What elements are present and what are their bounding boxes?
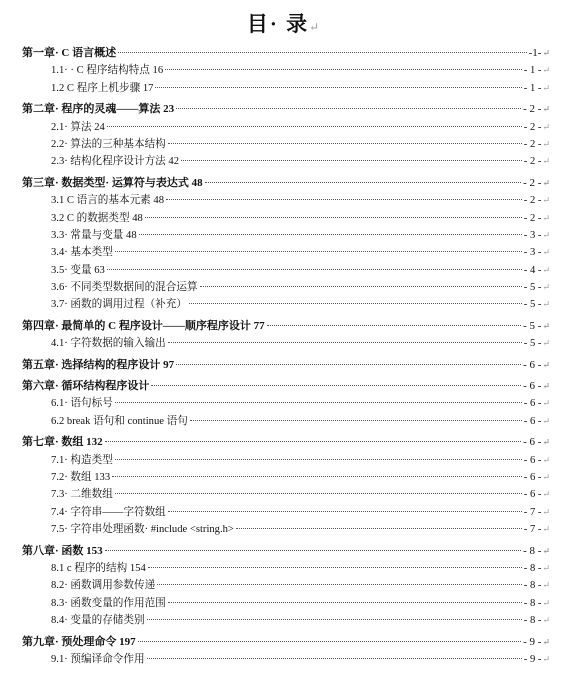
toc-entry-text: 3.4· 基本类型: [51, 247, 113, 259]
toc-section-entry[interactable]: [22, 192, 550, 209]
paragraph-mark-icon: ↵: [542, 381, 550, 392]
toc-section-entry[interactable]: [22, 504, 550, 521]
toc-page-number: - 6 -: [523, 398, 542, 410]
toc-entry-text: 1.2 C 程序上机步骤 17: [51, 82, 154, 94]
paragraph-mark-icon: ↵: [542, 653, 550, 664]
paragraph-mark-icon: ↵: [542, 524, 550, 535]
toc-entry-text: 7.5· 字符串处理函数· #include <string.h>: [51, 524, 234, 536]
toc-page-number: - 5 -: [523, 282, 542, 294]
dot-leader: [168, 602, 522, 603]
paragraph-mark-icon: ↵: [542, 229, 550, 240]
toc-page-number: - 2 -: [523, 121, 542, 133]
toc-chapter-entry[interactable]: [22, 45, 550, 62]
dot-leader: [176, 364, 521, 365]
toc-chapter-entry[interactable]: [22, 318, 550, 335]
toc-entry-text: 2.1· 算法 24: [51, 121, 105, 133]
dot-leader: [148, 567, 522, 568]
paragraph-mark-icon: ↵: [542, 212, 550, 223]
paragraph-mark-icon: ↵: [542, 489, 550, 500]
toc-entry-text: 9.1· 预编译命令作用: [51, 653, 145, 665]
toc-page-number: - 6 -: [523, 415, 542, 427]
toc-section-entry[interactable]: [22, 136, 550, 153]
toc-page-number: - 1 -: [523, 65, 542, 77]
dot-leader: [236, 528, 522, 529]
dot-leader: [157, 584, 522, 585]
toc-entry-text: 7.3· 二维数组: [51, 489, 113, 501]
paragraph-mark-icon: ↵: [542, 545, 550, 556]
toc-entry-text: 第四章· 最简单的 C 程序设计——顺序程序设计 77: [22, 319, 265, 332]
toc-entry-text: 2.3· 结构化程序设计方法 42: [51, 156, 180, 168]
toc-entry-text: 1.1· · C 程序结构特点 16: [51, 65, 164, 77]
paragraph-mark-icon: ↵: [542, 636, 550, 647]
dot-leader: [267, 325, 522, 326]
toc-entry-text: 第六章· 循环结构程序设计: [22, 380, 150, 393]
toc-entry-text: 7.1· 构造类型: [51, 454, 113, 466]
toc-page-number: - 5 -: [523, 299, 542, 311]
toc-chapter-entry[interactable]: [22, 634, 550, 651]
dot-leader: [151, 385, 521, 386]
paragraph-mark-icon: ↵: [542, 398, 550, 409]
paragraph-mark-icon: ↵: [542, 506, 550, 517]
toc-entry-text: 第九章· 预处理命令 197: [22, 635, 136, 648]
dot-leader: [168, 511, 522, 512]
toc-page-number: - 8 -: [523, 615, 542, 627]
dot-leader: [138, 641, 521, 642]
toc-page-number: - 6 -: [523, 454, 542, 466]
toc-section-entry[interactable]: [22, 612, 550, 629]
paragraph-mark-icon: ↵: [542, 156, 550, 167]
toc-page-number: - 2 -: [523, 156, 542, 168]
toc-page-number: - 5 -: [523, 338, 542, 350]
toc-entry-text: 6.2 break 语句和 continue 语句: [51, 415, 188, 427]
paragraph-mark-icon: ↵: [542, 415, 550, 426]
dot-leader: [139, 234, 522, 235]
toc-section-entry[interactable]: [22, 262, 550, 279]
dot-leader: [107, 269, 522, 270]
paragraph-mark-icon: ↵: [542, 471, 550, 482]
dot-leader: [155, 87, 521, 88]
paragraph-mark-icon: ↵: [542, 104, 550, 115]
toc-chapter-entry[interactable]: [22, 434, 550, 451]
toc-page-number: - 8 -: [523, 597, 542, 609]
toc-section-entry[interactable]: [22, 80, 550, 97]
paragraph-mark-icon: ↵: [542, 562, 550, 573]
toc-entry-text: 3.2 C 的数据类型 48: [51, 212, 143, 224]
toc-page-number: - 8 -: [523, 544, 542, 557]
toc-section-entry[interactable]: [22, 521, 550, 538]
dot-leader: [181, 160, 522, 161]
paragraph-mark-icon: ↵: [309, 20, 322, 34]
toc-page-number: -1-: [528, 47, 542, 59]
paragraph-mark-icon: ↵: [542, 597, 550, 608]
table-of-contents: [22, 45, 550, 668]
toc-entry-text: 4.1· 字符数据的输入输出: [51, 338, 166, 350]
paragraph-mark-icon: ↵: [542, 615, 550, 626]
toc-page-number: - 6 -: [523, 471, 542, 483]
paragraph-mark-icon: ↵: [542, 580, 550, 591]
paragraph-mark-icon: ↵: [542, 282, 550, 293]
toc-page-number: - 6 -: [523, 436, 542, 449]
toc-section-entry[interactable]: [22, 469, 550, 486]
dot-leader: [147, 619, 522, 620]
toc-chapter-entry[interactable]: [22, 357, 550, 374]
dot-leader: [107, 126, 522, 127]
toc-page-number: - 2 -: [523, 212, 542, 224]
toc-entry-text: 3.3· 常量与变量 48: [51, 229, 137, 241]
paragraph-mark-icon: ↵: [542, 82, 550, 93]
toc-page-number: - 1 -: [523, 82, 542, 94]
toc-chapter-entry[interactable]: [22, 543, 550, 560]
toc-section-entry[interactable]: [22, 595, 550, 612]
toc-entry-text: 8.2· 函数调用参数传递: [51, 580, 156, 592]
toc-section-entry[interactable]: [22, 395, 550, 412]
toc-chapter-entry[interactable]: [22, 378, 550, 395]
toc-page-number: - 2 -: [523, 195, 542, 207]
toc-entry-text: 8.4· 变量的存储类别: [51, 615, 145, 627]
dot-leader: [189, 303, 522, 304]
dot-leader: [105, 550, 521, 551]
toc-entry-text: 第七章· 数组 132: [22, 436, 103, 449]
toc-section-entry[interactable]: [22, 452, 550, 469]
toc-section-entry[interactable]: [22, 296, 550, 313]
toc-page-number: - 6 -: [523, 380, 542, 393]
toc-page-number: - 5 -: [523, 319, 542, 332]
dot-leader: [176, 108, 521, 109]
toc-entry-text: 第一章· C 语言概述: [22, 47, 117, 59]
dot-leader: [145, 217, 522, 218]
paragraph-mark-icon: ↵: [542, 195, 550, 206]
paragraph-mark-icon: ↵: [542, 65, 550, 76]
toc-page-number: - 3 -: [523, 247, 542, 259]
dot-leader: [147, 658, 522, 659]
toc-entry-text: 第三章· 数据类型· 运算符与表达式 48: [22, 176, 203, 189]
paragraph-mark-icon: ↵: [542, 177, 550, 188]
paragraph-mark-icon: ↵: [542, 299, 550, 310]
toc-entry-text: 8.3· 函数变量的作用范围: [51, 597, 166, 609]
toc-page-number: - 2 -: [523, 103, 542, 116]
paragraph-mark-icon: ↵: [542, 338, 550, 349]
toc-page-number: - 4 -: [523, 264, 542, 276]
toc-entry-text: 3.1 C 语言的基本元素 48: [51, 195, 165, 207]
toc-chapter-entry[interactable]: [22, 175, 550, 192]
paragraph-mark-icon: ↵: [542, 121, 550, 132]
dot-leader: [190, 420, 522, 421]
dot-leader: [168, 342, 522, 343]
toc-entry-text: 第二章· 程序的灵魂——算法 23: [22, 103, 175, 116]
dot-leader: [115, 251, 522, 252]
toc-page-number: - 9 -: [523, 653, 542, 665]
toc-section-entry[interactable]: [22, 279, 550, 296]
dot-leader: [168, 143, 522, 144]
toc-entry-text: 3.6· 不同类型数据间的混合运算: [51, 282, 198, 294]
toc-page-number: - 6 -: [523, 358, 542, 371]
toc-entry-text: 2.2· 算法的三种基本结构: [51, 138, 166, 150]
dot-leader: [118, 52, 527, 53]
dot-leader: [115, 493, 522, 494]
toc-entry-text: 3.7· 函数的调用过程（补充）: [51, 299, 187, 311]
toc-page-number: - 6 -: [523, 489, 542, 501]
toc-section-entry[interactable]: [22, 335, 550, 352]
dot-leader: [115, 459, 522, 460]
toc-page-number: - 3 -: [523, 229, 542, 241]
toc-entry-text: 7.2· 数组 133: [51, 471, 111, 483]
toc-page-number: - 8 -: [523, 580, 542, 592]
toc-section-entry[interactable]: [22, 486, 550, 503]
paragraph-mark-icon: ↵: [542, 437, 550, 448]
paragraph-mark-icon: ↵: [542, 48, 550, 58]
toc-entry-text: 3.5· 变量 63: [51, 264, 105, 276]
paragraph-mark-icon: ↵: [542, 320, 550, 331]
toc-section-entry[interactable]: [22, 119, 550, 136]
toc-title: [0, 8, 568, 38]
dot-leader: [166, 199, 522, 200]
toc-page-number: - 7 -: [523, 506, 542, 518]
toc-entry-text: 第五章· 选择结构的程序设计 97: [22, 358, 175, 371]
toc-page-number: - 7 -: [523, 524, 542, 536]
toc-chapter-entry[interactable]: [22, 101, 550, 118]
toc-entry-text: 6.1· 语句标号: [51, 398, 113, 410]
toc-page-number: - 9 -: [523, 635, 542, 648]
toc-section-entry[interactable]: [22, 227, 550, 244]
paragraph-mark-icon: ↵: [542, 454, 550, 465]
toc-page-number: - 8 -: [523, 562, 542, 574]
toc-section-entry[interactable]: [22, 560, 550, 577]
toc-section-entry[interactable]: [22, 651, 550, 668]
paragraph-mark-icon: ↵: [542, 264, 550, 275]
dot-leader: [115, 402, 522, 403]
paragraph-mark-icon: ↵: [542, 138, 550, 149]
toc-entry-text: 7.4· 字符串——字符数组: [51, 506, 166, 518]
dot-leader: [200, 286, 522, 287]
toc-entry-text: 8.1 c 程序的结构 154: [51, 562, 146, 574]
toc-title-text: 目· 录: [246, 12, 310, 36]
dot-leader: [165, 69, 522, 70]
toc-section-entry[interactable]: [22, 62, 550, 79]
paragraph-mark-icon: ↵: [542, 359, 550, 370]
toc-section-entry[interactable]: [22, 153, 550, 170]
toc-section-entry[interactable]: [22, 577, 550, 594]
toc-page-number: - 2 -: [523, 138, 542, 150]
dot-leader: [112, 476, 522, 477]
paragraph-mark-icon: ↵: [542, 247, 550, 258]
dot-leader: [105, 441, 521, 442]
toc-section-entry[interactable]: [22, 244, 550, 261]
toc-section-entry[interactable]: [22, 210, 550, 227]
toc-section-entry[interactable]: [22, 413, 550, 430]
toc-entry-text: 第八章· 函数 153: [22, 544, 103, 557]
toc-page-number: - 2 -: [523, 176, 542, 189]
dot-leader: [205, 182, 522, 183]
